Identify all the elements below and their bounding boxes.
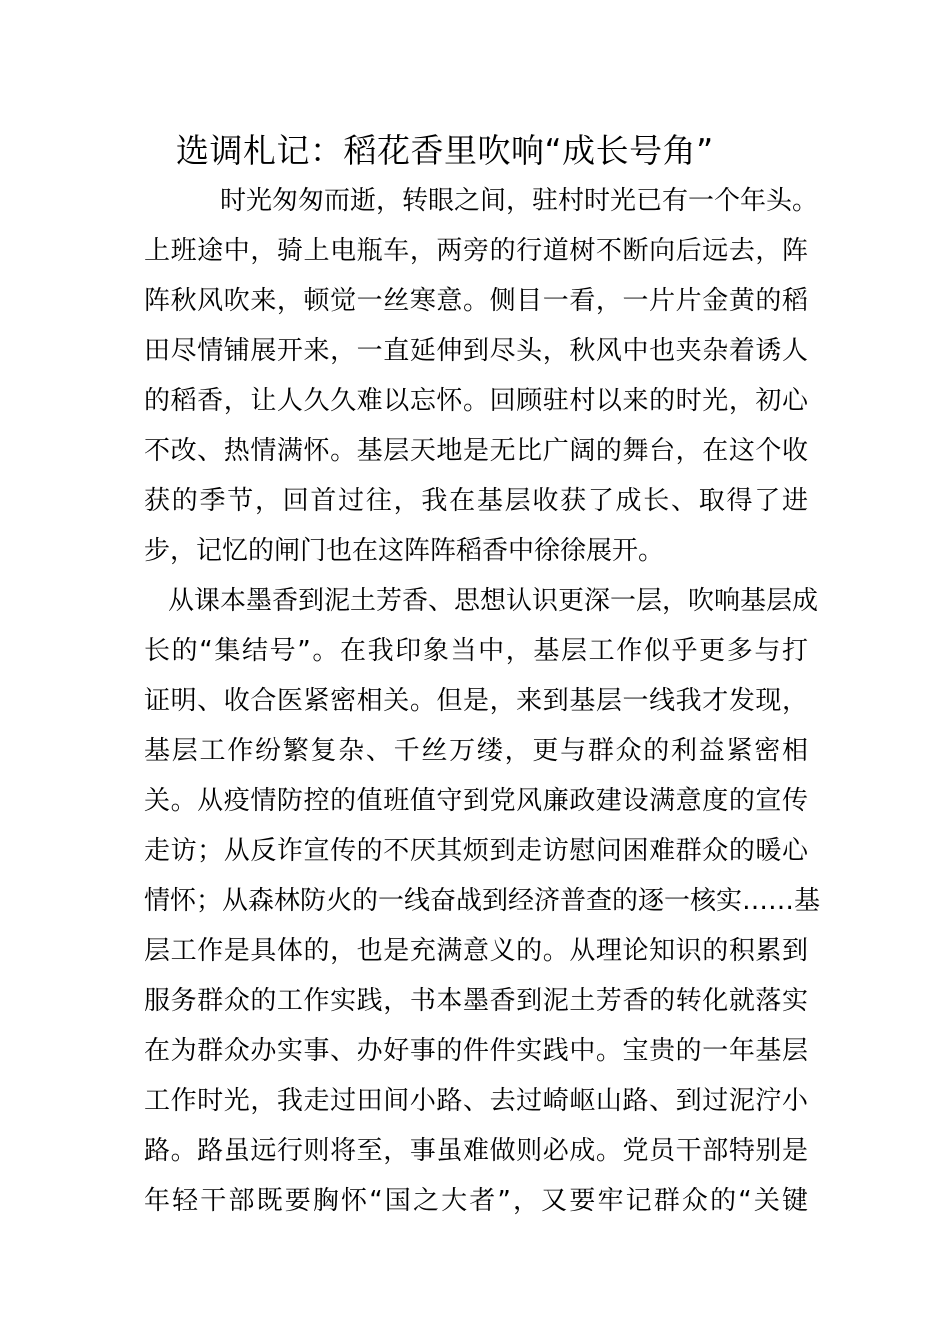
paragraph-2-line-4: 基层工作纷繁复杂、千丝万缕，更与群众的利益紧密相	[144, 736, 808, 766]
paragraph-1-line-8: 步，记忆的闸门也在这阵阵稻香中徐徐展开。	[144, 536, 665, 566]
paragraph-2-line-11: 工作时光，我走过田间小路、去过崎岖山路、到过泥泞小	[144, 1086, 808, 1116]
paragraph-2-line-3: 证明、收合医紧密相关。但是，来到基层一线我才发现，	[144, 686, 808, 716]
paragraph-1-line-7: 获的季节，回首过往，我在基层收获了成长、取得了进	[144, 486, 808, 516]
paragraph-1-line-2: 上班途中，骑上电瓶车，两旁的行道树不断向后远去，阵	[144, 236, 808, 266]
paragraph-2-line-1: 从课本墨香到泥土芳香、思想认识更深一层，吹响基层成	[168, 586, 819, 616]
paragraph-2-line-7: 情怀；从森林防火的一线奋战到经济普查的逐一核实……基	[144, 886, 821, 916]
paragraph-1-line-1: 时光匆匆而逝，转眼之间，驻村时光已有一个年头。	[220, 186, 819, 216]
paragraph-2-line-12: 路。路虽远行则将至，事虽难做则必成。党员干部特别是	[144, 1136, 808, 1166]
paragraph-2-line-5: 关。从疫情防控的值班值守到党风廉政建设满意度的宣传	[144, 786, 808, 816]
document-title: 选调札记：稻花香里吹响“成长号角”	[176, 131, 714, 170]
paragraph-1-line-5: 的稻香，让人久久难以忘怀。回顾驻村以来的时光，初心	[144, 386, 808, 416]
paragraph-2-line-8: 层工作是具体的，也是充满意义的。从理论知识的积累到	[144, 936, 808, 966]
paragraph-2-line-10: 在为群众办实事、办好事的件件实践中。宝贵的一年基层	[144, 1036, 808, 1066]
paragraph-2-line-13: 年轻干部既要胸怀“国之大者”，又要牢记群众的“关键	[144, 1186, 808, 1216]
paragraph-1-line-6: 不改、热情满怀。基层天地是无比广阔的舞台，在这个收	[144, 436, 808, 466]
paragraph-2-line-6: 走访；从反诈宣传的不厌其烦到走访慰问困难群众的暖心	[144, 836, 808, 866]
paragraph-2-line-2: 长的“集结号”。在我印象当中，基层工作似乎更多与打	[144, 636, 808, 666]
paragraph-1-line-3: 阵秋风吹来，顿觉一丝寒意。侧目一看，一片片金黄的稻	[144, 286, 808, 316]
paragraph-2-line-9: 服务群众的工作实践，书本墨香到泥土芳香的转化就落实	[144, 986, 808, 1016]
paragraph-1-line-4: 田尽情铺展开来，一直延伸到尽头，秋风中也夹杂着诱人	[144, 336, 808, 366]
